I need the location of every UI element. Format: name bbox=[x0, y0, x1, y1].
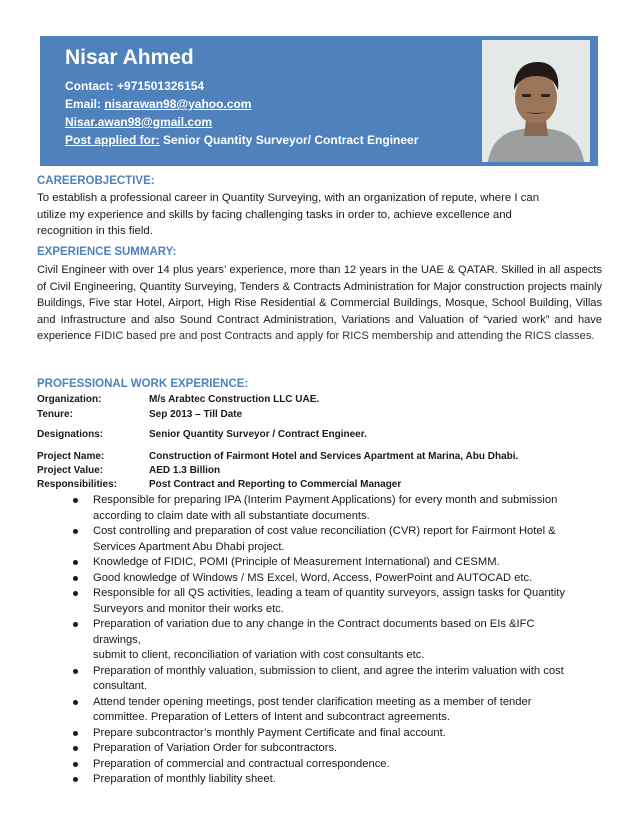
organization-row bbox=[37, 394, 320, 405]
project-name-row bbox=[37, 451, 519, 462]
experience-summary-heading: EXPERIENCE SUMMARY: bbox=[37, 246, 177, 258]
list-item: Cost controlling and preparation of cost value reconciliation (CVR) report for Fairmont Hotel & Services Apartment Abu Dhabi project. bbox=[58, 524, 568, 555]
list-item: Preparation of commercial and contractual correspondence. bbox=[58, 757, 568, 773]
email-line bbox=[65, 97, 251, 111]
designations-label: Designations: bbox=[37, 429, 104, 440]
bullet-icon bbox=[73, 669, 78, 674]
responsibilities-list bbox=[58, 493, 568, 788]
tenure-row bbox=[37, 409, 243, 420]
project-name-label: Project Name: bbox=[37, 451, 105, 462]
project-value-row bbox=[37, 465, 221, 476]
bullet-icon bbox=[73, 622, 78, 627]
project-name-value: Construction of Fairmont Hotel and Services Apartment at Marina, Abu Dhabi. bbox=[149, 451, 519, 462]
bullet-icon bbox=[73, 731, 78, 736]
summary-text-main: Civil Engineer with over 14 plus years’ experience, more than 12 years in the UAE & QATAR. Skilled in all aspects of Civil Engineering, Quantity Surveying, Tenders & Contracts Administration for Major construction projects mainly Buildings, Five star Hotel, Airport, High Rise Residential & Commercial Buildings, Mosque, School Building, Villas and Infrastructure and also Sound Contract Administration, Variations and Valuation of “varied work” and have experience bbox=[37, 264, 602, 343]
list-item: Preparation of monthly valuation, submission to client, and agree the interim valuation with cost consultant. bbox=[58, 664, 568, 695]
tenure-label: Tenure: bbox=[37, 409, 73, 420]
designations-value: Senior Quantity Surveyor / Contract Engineer. bbox=[149, 429, 367, 440]
list-item: Prepare subcontractor’s monthly Payment Certificate and final account. bbox=[58, 726, 568, 742]
project-value-label: Project Value: bbox=[37, 465, 104, 476]
post-applied-value: Senior Quantity Surveyor/ Contract Engineer bbox=[163, 133, 419, 147]
bullet-icon bbox=[73, 746, 78, 751]
bullet-icon bbox=[73, 777, 78, 782]
bullet-icon bbox=[73, 762, 78, 767]
list-item: Preparation of monthly liability sheet. bbox=[58, 772, 568, 788]
post-applied-line bbox=[65, 133, 418, 147]
list-item: Good knowledge of Windows / MS Excel, Word, Access, PowerPoint and AUTOCAD etc. bbox=[58, 571, 568, 587]
responsibilities-value: Post Contract and Reporting to Commercial Manager bbox=[149, 479, 402, 490]
career-objective-text bbox=[37, 190, 602, 240]
organization-label: Organization: bbox=[37, 394, 102, 405]
bullet-icon bbox=[73, 498, 78, 503]
career-line: To establish a professional career in Quantity Surveying, with an organization of repute, where I can bbox=[37, 192, 540, 204]
list-item: Knowledge of FIDIC, POMI (Principle of Measurement International) and CESMM. bbox=[58, 555, 568, 571]
tenure-value: Sep 2013 – Till Date bbox=[149, 409, 243, 420]
list-item: Preparation of Variation Order for subcontractors. bbox=[58, 741, 568, 757]
list-item: Responsible for preparing IPA (Interim Payment Applications) for every month and submission according to claim date with all substantiate documents. bbox=[58, 493, 568, 524]
bullet-icon bbox=[73, 700, 78, 705]
email-link[interactable]: nisarawan98@yahoo.com bbox=[104, 97, 252, 111]
candidate-name: Nisar Ahmed bbox=[65, 46, 194, 69]
email-label: Email: bbox=[65, 97, 102, 111]
resume-header bbox=[40, 36, 598, 166]
career-line: utilize my experience and skills by facing challenging tasks in order to, achieve excellence and bbox=[37, 208, 512, 221]
contact-phone: +971501326154 bbox=[117, 79, 205, 93]
profile-photo bbox=[482, 40, 590, 162]
person-photo-icon bbox=[482, 40, 590, 162]
organization-value: M/s Arabtec Construction LLC UAE. bbox=[149, 394, 320, 405]
list-item: Responsible for all QS activities, leading a team of quantity surveyors, assign tasks for Quantity Surveyors and monitor their works etc. bbox=[58, 586, 568, 617]
bullet-icon bbox=[73, 576, 78, 581]
summary-text-fidic: FIDIC based pre and post Contracts and apply for RICS membership and attending the RICS classes. bbox=[91, 330, 595, 343]
contact-label: Contact: bbox=[65, 79, 114, 93]
career-line: recognition in this field. bbox=[37, 225, 153, 237]
experience-summary-text bbox=[37, 262, 602, 345]
project-value-value: AED 1.3 Billion bbox=[149, 465, 221, 476]
responsibilities-label: Responsibilities: bbox=[37, 479, 118, 490]
email2-line bbox=[65, 115, 212, 129]
bullet-icon bbox=[73, 529, 78, 534]
work-experience-heading: PROFESSIONAL WORK EXPERIENCE: bbox=[37, 378, 249, 390]
responsibilities-row bbox=[37, 479, 402, 490]
list-item: Preparation of variation due to any change in the Contract documents based on EIs &IFC drawings, submit to client, reconciliation of variation with cost consultants etc. bbox=[58, 617, 568, 664]
contact-line bbox=[65, 79, 204, 93]
post-applied-label: Post applied for: bbox=[65, 133, 160, 147]
bullet-icon bbox=[73, 560, 78, 565]
designations-row bbox=[37, 429, 367, 440]
career-objective-heading: CAREEROBJECTIVE: bbox=[37, 175, 155, 187]
bullet-icon bbox=[73, 591, 78, 596]
email2-link[interactable]: Nisar.awan98@gmail.com bbox=[65, 115, 213, 129]
list-item: Attend tender opening meetings, post tender clarification meeting as a member of tender committee. Preparation of Letters of Intent and subcontract agreements. bbox=[58, 695, 568, 726]
